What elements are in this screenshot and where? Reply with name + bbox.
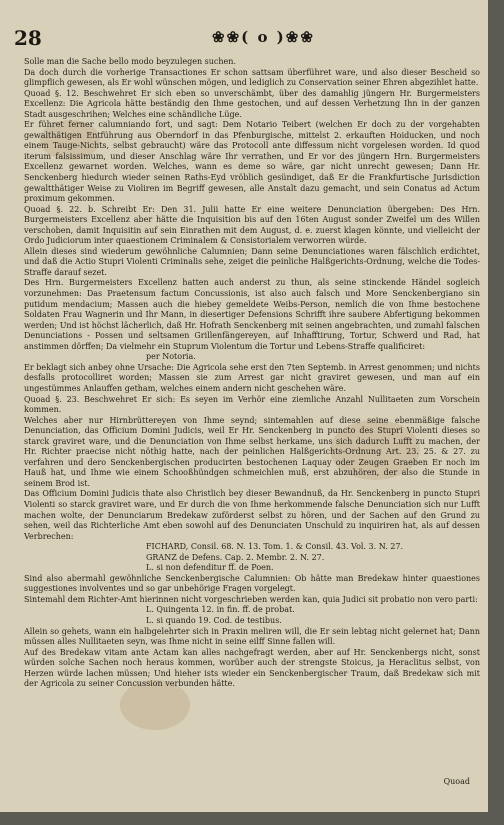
paragraph: Er führet ferner calumniando fort, und sagt: Dem Notario Teibert (welchen Er doch zu der vorgehabten gewalthätigen Entführung aus Oberndorf in das Pfenburgische, mittelst 2. erkauften Hoiducken, und noch einem Tauge-Nichts, selbst gebraucht) wäre das Protocoll ante diffessum nicht vorgelesen worden. Id quod iterum falsissimum, und dieser Anschlag wäre Ihr verrathen, und Er vor des jüngern Hrn. Burgermeisters Excellenz gewarnet worden. Welches, wann es deme so wäre, gar nicht unrecht gewesen; Dann Hr. Senckenberg hiedurch wieder seinen Raths-Eyd vröblich gesündiget, daß Er die Frankfurtische Jurisdiction gewaltthätiger Weise zu Violiren im Begriff gewesen, alle Anstalt dazu gemacht, und sein Conatus ad Actum proximum gekommen. — [24, 120, 480, 204]
page-header — [14, 26, 474, 48]
catchword: Quoad — [443, 777, 470, 786]
paragraph: Quoad §. 23. Beschwehret Er sich: Es seyen im Verhör eine ziemliche Anzahl Nullitaeten zum Vorschein kommen. — [24, 394, 480, 415]
paragraph: Quoad §. 22. b. Schreibt Er: Den 31. Julii hatte Er eine weitere Denunciation übergeben: Des Hrn. Burgermeisters Excellenz aber hätte die Inquisition bis auf den 16ten August sonder Zweifel um des Willen verschoben, damit Inquisitin auf sein Einrathen mit dem August, d. e. zuerst klagen könnte, und vielleicht der Ordo Judiciorum inter quaestionem Criminalem & Consistorialem verworren würde. — [24, 204, 480, 246]
scan-edge-right — [488, 0, 504, 825]
paragraph: Sind also abermahl gewöhnliche Senckenbergische Calumnien: Ob hätte man Bredekaw hinter quaestiones suggestiones involventes und so gar unbehörige Fragen vorgelegt. — [24, 573, 480, 594]
page-number: 28 — [14, 26, 42, 50]
paragraph: Quoad §. 12. Beschwehret Er sich eben so unverschämbt, über des damahlig jüngern Hr. Burgermeisters Excellenz: Die Agricola hätte beständig den Ihme gestochen, und auf dessen Verhetzung Ihn in der ganzen Stadt ausgeschrihen; Welches eine schändliche Lüge. — [24, 88, 480, 119]
paragraph: Des Hrn. Burgermeisters Excellenz hatten auch anderst zu thun, als seine stinckende Händel sogleich vorzunehmen: Das Praetensum factum Concussionis, ist also auch falsch und More Senckenbergiano sin putidum mendacium; Massen auch die hiebey gemeldete Weibs-Person, nemlich die von Ihme bestochene Soldaten Frau Wagnerin und Ihr Mann, in diesertiger Defensions Schrifft ihre saubere Abfertigung bekommen werden; Und ist höchst lächerlich, daß Hr. Hofrath Senckenberg mit seinen angebrachten, und zumahl falschen Denunciations - Possen und seltsamen Grillenfängereyen, auf Inhafftirung, Tortur, Schwerd und Rad, hat anstimmen dörffen; Da vielmehr ein Stuprum Violentum die Tortur und Lebens-Straffe qualificiret: — [24, 278, 480, 351]
paragraph: Sintemahl dem Richter-Amt hierinnen nicht vorgeschrieben werden kan, quia Judici sit probatio non vero parti: — [24, 594, 478, 604]
paragraph: Er beklagt sich anbey ohne Ursache: Die Agricola sehe erst den 7ten Septemb. in Arrest genommen; und nichts desfalls protocolliret worden; Massen sie zum Arrest gar nicht graviret gewesen, und man auf ein ungestümmes Anlauffen getham, welches einem andern nicht geschehen wäre. — [24, 362, 480, 393]
citation: L. Quingenta 12. in fin. ff. de probat. — [146, 605, 295, 615]
paragraph: Solle man die Sache bello modo beyzulegen suchen. — [24, 57, 236, 66]
ornament-header: ❀❀( o )❀❀ — [212, 28, 315, 46]
citation: L. si quando 19. Cod. de testibus. — [146, 615, 282, 625]
citation: FICHARD, Consil. 68. N. 13. Tom. 1. & Consil. 43. Vol. 3. N. 27. — [146, 542, 404, 552]
paragraph: Allein dieses sind wiederum gewöhnliche Calumnien; Dann seine Denunciationes waren fälschlich erdichtet, und daß die Actio Stupri Violenti Criminalis sehe, zeiget die peinliche Halßgerichts-Ordnung, welche die Todes-Straffe darauf sezet. — [24, 246, 480, 277]
paragraph: Allein so gehets, wann ein halbgelehrter sich in Praxin meliren will, die Er sein lebtag nicht gelernet hat; Dann müssen alles Nullitaeten seyn, was Ihme nicht in seine eilff Sinne fallen will. — [24, 626, 480, 647]
paragraph: Da doch durch die vorherige Transactiones Er schon sattsam überführet ware, und also dieser Bescheid so glimpflich gewesen, als Er wohl wünschen mögen, und lediglich zu Conservation seiner Ehren abgezihlet hatte. — [24, 67, 480, 88]
citation: L. si non defenditur ff. de Poen. — [146, 563, 274, 573]
paragraph: Das Officium Domini Judicis thate also Christlich bey dieser Bewandnuß, da Hr. Senckenberg in puncto Stupri Violenti so starck graviret ware, und Er durch die von Ihme herkommende falsche Denunciation sich nur Lufft machen wolte, der Denunciarum Bredekaw zuförderst selbst zu hören, und der Sachen auf den Grund zu sehen, weil das Richterliche Amt eben sowohl auf des Denunciaten Unschuld zu inquiriren hat, als auf dessen Verbrechen: — [24, 489, 480, 541]
citation: per Notoria. — [146, 352, 196, 362]
scan-edge-bottom — [0, 812, 504, 825]
paragraph: Welches aber nur Hirnbrüttereyen von Ihme seynd; sintemahlen auf diese seine ebenmäßige falsche Denunciation, das Officium Domini Judicis, weil Er Hr. Senckenberg in puncto des Stupri Violenti dieses so starck graviret ware, und die Denunciation von Ihme selbst herkame, uns sich dadurch Lufft zu machen, der Hr. Richter praecise nicht nöthig hatte, nach der peinlichen Halßgerichts-Ordnung Art. 23. 25. & 27. zu verfahren und dero Senckenbergischen producirten bestochenen Laquay oder Zeugen Graeben Er noch im Hauß hat, und Ihme wie einem Schooßhündgen schmeichlen muß, erst abzuhören, der also die Stunde in seinem Brod ist. — [24, 415, 480, 488]
body-text — [24, 57, 480, 690]
citation: GRANZ de Defens. Cap. 2. Membr. 2. N. 27. — [146, 552, 325, 562]
paragraph: Auf des Bredekaw vitam ante Actam kan alles nachgefragt werden, aber auf Hr. Senckenbergs nicht, sonst würden solche Sachen noch heraus kommen, worüber auch der strengste Stoicus, ja Heraclitus selbst, von Herzen würde lachen müssen; Und hieher ists wieder ein Senckenbergischer Traum, daß Bredekaw sich mit der Agricola zu seiner Concussion verbunden hätte. — [24, 647, 480, 689]
